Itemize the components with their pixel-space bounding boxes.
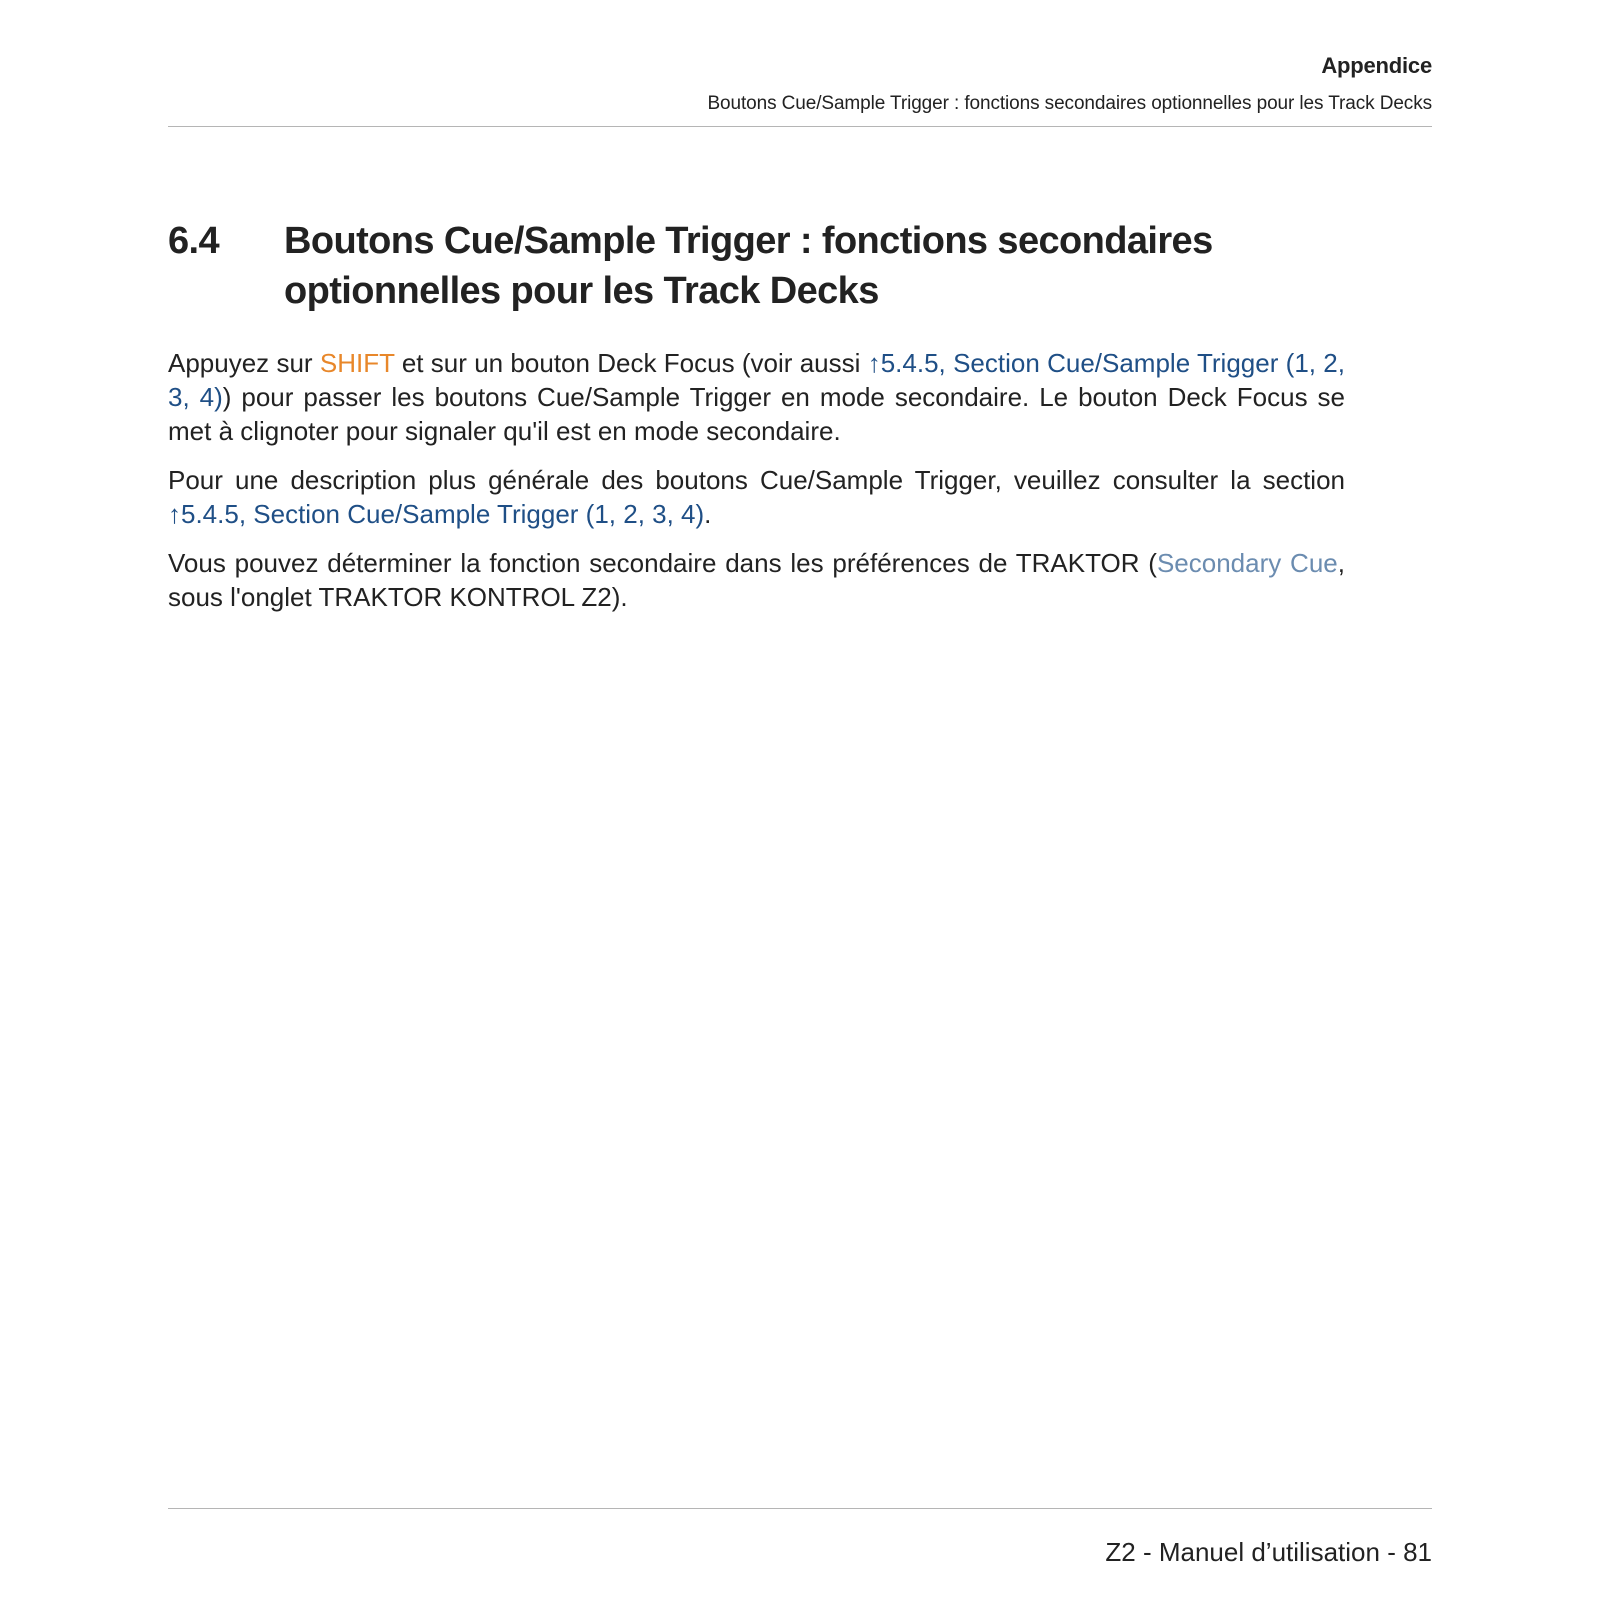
paragraph-text: Pour une description plus générale des boutons Cue/Sample Trigger, veuillez consulter la section (168, 465, 1345, 495)
paragraph-text: Vous pouvez déterminer la fonction secondaire dans les préférences de TRAKTOR ( (168, 548, 1157, 578)
section-number: 6.4 (168, 220, 220, 262)
paragraph-1 (168, 346, 1345, 448)
section-title: Boutons Cue/Sample Trigger : fonctions secondaires optionnelles pour les Track Decks (284, 220, 1213, 312)
paragraph-text: , sous l'onglet TRAKTOR KONTROL Z2). (168, 548, 1345, 612)
paragraph-text: . (704, 499, 712, 529)
cross-reference-link[interactable]: ↑5.4.5, Section Cue/Sample Trigger (1, 2, 3, 4) (168, 348, 1345, 412)
preference-name: Secondary Cue (1156, 548, 1338, 578)
shift-keyword: SHIFT (319, 348, 395, 378)
footer-rule (168, 1508, 1432, 1509)
body-text (168, 346, 1345, 629)
page-footer: Z2 - Manuel d’utilisation - 81 (1105, 1537, 1432, 1567)
running-header-section: Appendice (1321, 53, 1432, 78)
running-header-subtitle: Boutons Cue/Sample Trigger : fonctions secondaires optionnelles pour les Track Decks (707, 93, 1432, 114)
cross-reference-link[interactable]: ↑5.4.5, Section Cue/Sample Trigger (1, 2, 3, 4) (168, 499, 705, 529)
paragraph-2 (168, 463, 1345, 531)
paragraph-text: et sur un bouton Deck Focus (voir aussi (394, 348, 868, 378)
paragraph-text: ) pour passer les boutons Cue/Sample Trigger en mode secondaire. Le bouton Deck Focus se met à clignoter pour signaler qu'il est en mode secondaire. (168, 382, 1345, 446)
paragraph-text: Appuyez sur (168, 348, 320, 378)
header-rule (168, 126, 1432, 127)
paragraph-3 (168, 546, 1345, 614)
